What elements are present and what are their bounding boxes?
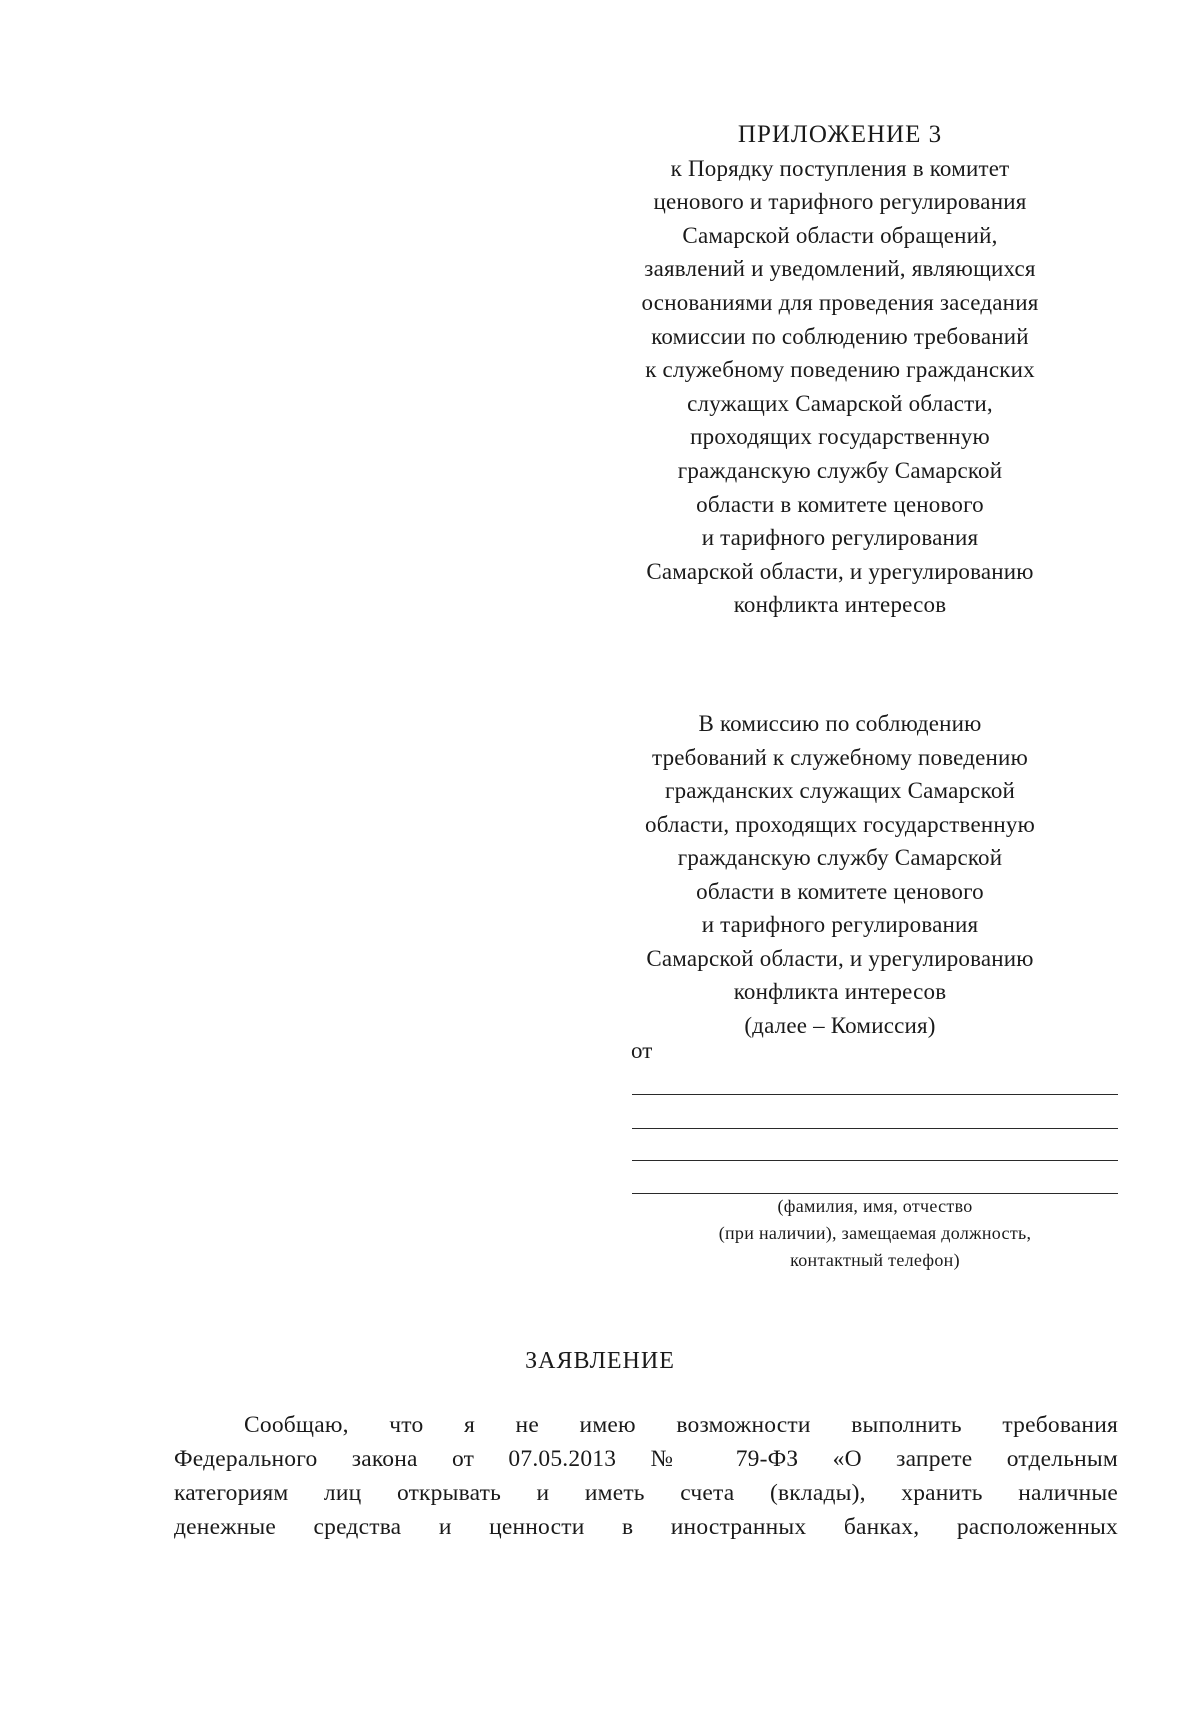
addressee-line: В комиссию по соблюдению	[698, 711, 982, 736]
appendix-line: ценового и тарифного регулирования	[653, 189, 1027, 215]
statement-body	[174, 1408, 1118, 1544]
addressee-line: требований к служебному поведению	[652, 744, 1028, 770]
appendix-line: гражданскую службу Самарской	[677, 457, 1003, 483]
appendix-line: к Порядку поступления в комитет	[670, 155, 1010, 181]
addressee-block	[590, 707, 1090, 1042]
from-label: от	[631, 1038, 653, 1063]
appendix-line: служащих Самарской области,	[687, 390, 993, 416]
appendix-line: Самарской области обращений,	[682, 222, 998, 248]
addressee-line: и тарифного регулирования	[701, 912, 979, 937]
appendix-header	[590, 118, 1090, 622]
addressee-line: гражданских служащих Самарской	[664, 778, 1016, 803]
addressee-line: области, проходящих государственную	[645, 811, 1035, 837]
applicant-fill-line[interactable]	[632, 1128, 1118, 1129]
appendix-line: проходящих государственную	[690, 424, 990, 450]
applicant-fill-line[interactable]	[632, 1160, 1118, 1161]
applicant-fill-line[interactable]	[632, 1094, 1118, 1095]
appendix-line: основаниями для проведения заседания	[641, 289, 1039, 315]
addressee-line: области в комитете ценового	[696, 878, 984, 904]
caption-line: (фамилия, имя, отчество	[777, 1196, 973, 1216]
addressee-line: (далее – Комиссия)	[744, 1012, 936, 1038]
appendix-title: ПРИЛОЖЕНИЕ 3	[737, 121, 943, 148]
appendix-line: области в комитете ценового	[696, 491, 984, 517]
body-line: Федерального закона от 07.05.2013 № 79-ФЗ «О запрете отдельным	[174, 1446, 1118, 1472]
appendix-line: заявлений и уведомлений, являющихся	[644, 256, 1036, 282]
addressee-line: Самарской области, и урегулированию	[646, 945, 1034, 971]
appendix-line: Самарской области, и урегулированию	[646, 558, 1034, 584]
caption-line: (при наличии), замещаемая должность,	[718, 1223, 1032, 1243]
appendix-line: комиссии по соблюдению требований	[651, 323, 1029, 349]
body-line: Сообщаю, что я не имею возможности выполнить требования	[244, 1412, 1118, 1438]
caption-line: контактный телефон)	[790, 1250, 960, 1270]
document-title: ЗАЯВЛЕНИЕ	[525, 1348, 675, 1374]
applicant-caption	[632, 1193, 1118, 1274]
appendix-line: и тарифного регулирования	[701, 525, 979, 551]
addressee-line: гражданскую службу Самарской	[677, 845, 1003, 870]
body-line: денежные средства и ценности в иностранных банках, расположенных	[174, 1514, 1118, 1540]
appendix-line: к служебному поведению гражданских	[645, 357, 1035, 383]
appendix-line: конфликта интересов	[733, 592, 947, 618]
body-line: категориям лиц открывать и иметь счета (вклады), хранить наличные	[174, 1480, 1118, 1506]
addressee-line: конфликта интересов	[733, 979, 947, 1004]
